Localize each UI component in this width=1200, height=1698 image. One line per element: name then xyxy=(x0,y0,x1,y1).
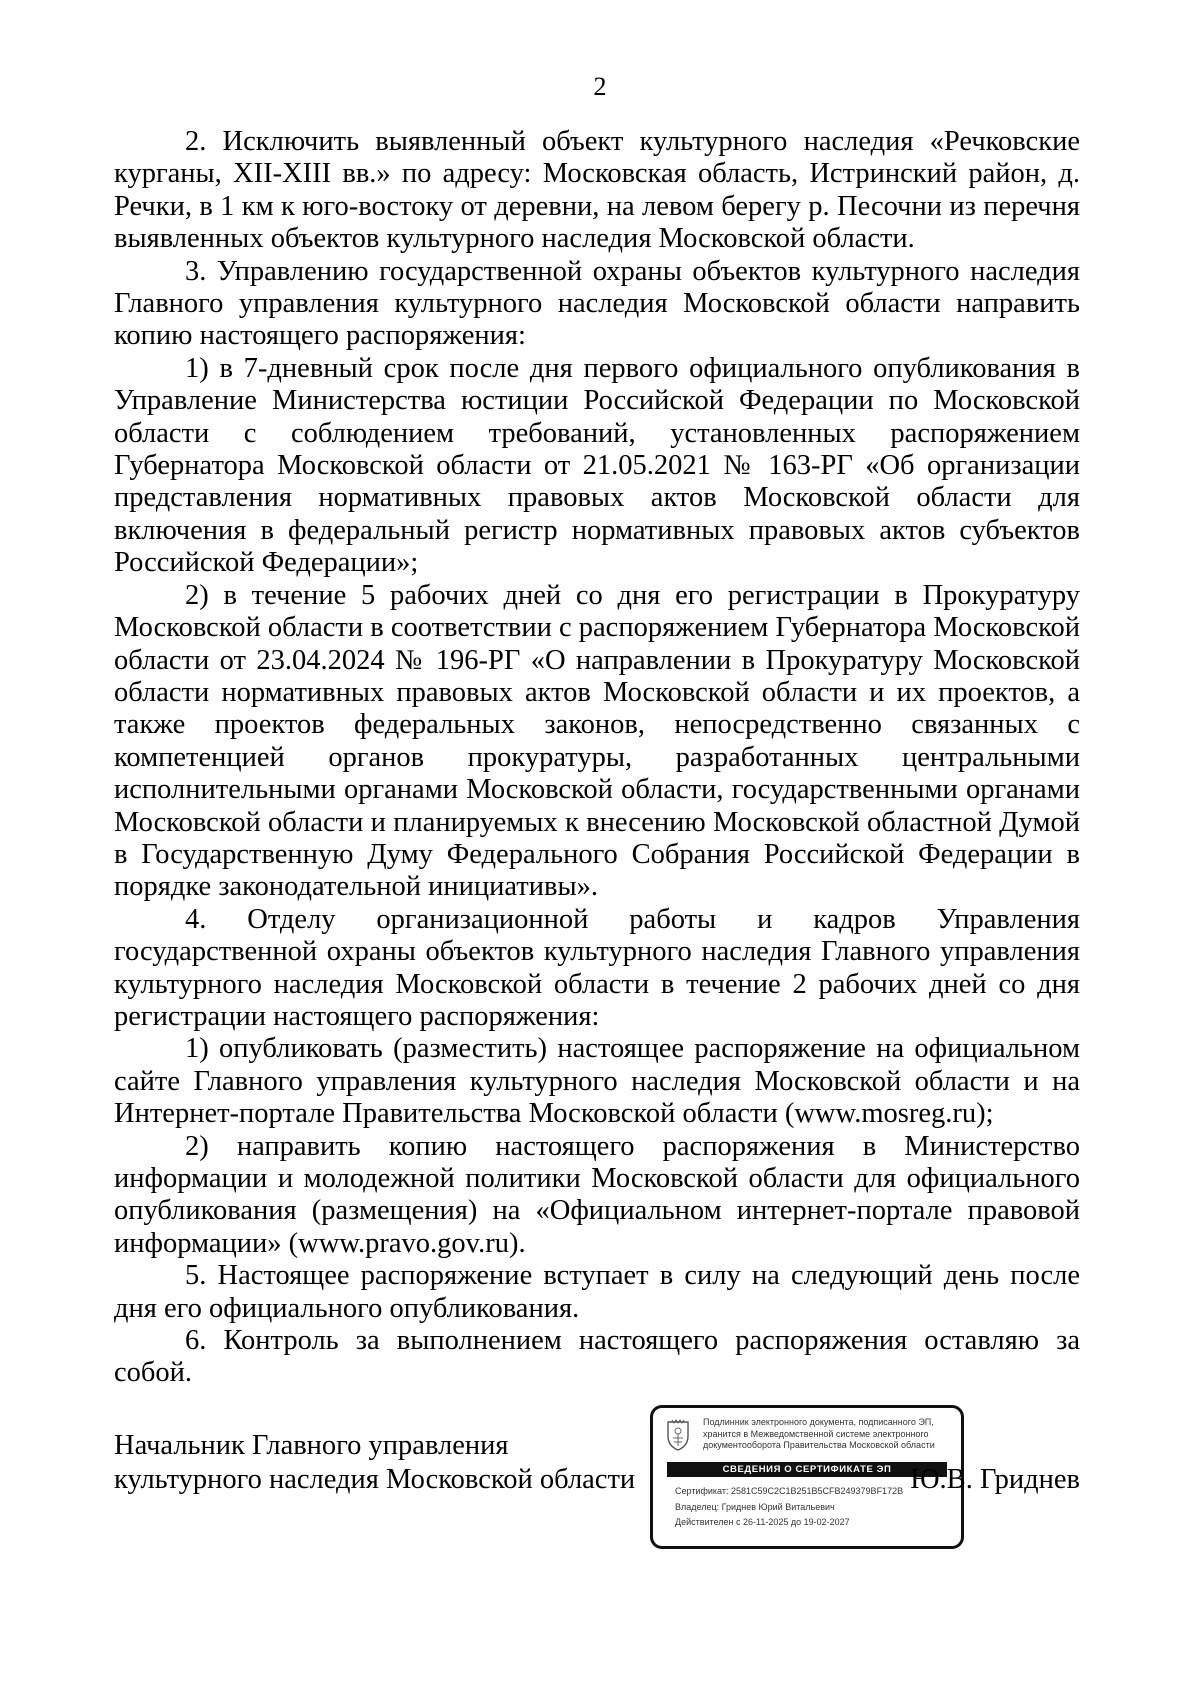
signer-title-line-2: культурного наследия Московской области xyxy=(114,1464,636,1495)
page-number: 2 xyxy=(593,72,607,101)
stamp-notice-line-3: документооборота Правительства Московской области xyxy=(703,1440,935,1450)
signature-block xyxy=(114,1405,1080,1555)
paragraph-item-6: 6. Контроль за выполнением настоящего распоряжения оставляю за собой. xyxy=(114,1325,1080,1389)
coat-of-arms-icon xyxy=(665,1418,691,1452)
paragraph-item-5: 5. Настоящее распоряжение вступает в силу на следующий день после дня его официального опубликования. xyxy=(114,1260,1080,1324)
paragraph-item-3-2: 2) в течение 5 рабочих дней со дня его регистрации в Прокуратуру Московской области в соответствии с распоряжением Губернатора Московской области от 23.04.2024 № 196-РГ «О направлении в Прокуратуру Московской области нормативных правовых актов Московской области и их проектов, а также проектов федеральных законов, непосредственно связанных с компетенцией органов прокуратуры, разработанных центральными исполнительными органами Московской области, государственными органами Московской области и планируемых к внесению Московской областной Думой в Государственную Думу Федерального Собрания Российской Федерации в порядке законодательной инициативы». xyxy=(114,579,1080,903)
paragraph-item-3-1: 1) в 7-дневный срок после дня первого официального опубликования в Управление Министерства юстиции Российской Федерации по Московской области с соблюдением требований, установленных распоряжением Губернатора Московской области от 21.05.2021 № 163-РГ «Об организации представления нормативных правовых актов Московской области для включения в федеральный регистр нормативных правовых актов субъектов Российской Федерации»; xyxy=(114,352,1080,579)
stamp-notice-line-1: Подлинник электронного документа, подписанного ЭП, xyxy=(703,1417,934,1427)
document-body xyxy=(114,126,1080,1390)
paragraph-item-4-1: 1) опубликовать (разместить) настоящее распоряжение на официальном сайте Главного управления культурного наследия Московской области и на Интернет-портале Правительства Московской области (www.mosreg.ru); xyxy=(114,1033,1080,1130)
paragraph-item-3: 3. Управлению государственной охраны объектов культурного наследия Главного управления культурного наследия Московской области направить копию настоящего распоряжения: xyxy=(114,255,1080,352)
signer-title-line-1: Начальник Главного управления xyxy=(114,1430,509,1461)
certificate-number: Сертификат: 2581C59C2C1B251B5CFB249379BF172B xyxy=(675,1486,904,1496)
paragraph-item-4-2: 2) направить копию настоящего распоряжения в Министерство информации и молодежной политики Московской области для официального опубликования (размещения) на «Официальном интернет-портале правовой информации» (www.pravo.gov.ru). xyxy=(114,1130,1080,1259)
paragraph-item-2: 2. Исключить выявленный объект культурного наследия «Речковские курганы, XII-XIII вв.» по адресу: Московская область, Истринский район, д. Речки, в 1 км к юго-востоку от деревни, на левом берегу р. Песочни из перечня выявленных объектов культурного наследия Московской области. xyxy=(114,126,1080,255)
signer-title xyxy=(114,1429,635,1497)
stamp-notice xyxy=(703,1417,959,1452)
certificate-owner: Владелец: Гриднев Юрий Витальевич xyxy=(675,1501,835,1512)
signer-name: Ю.В. Гриднев xyxy=(910,1464,1080,1495)
certificate-validity: Действителен с 26-11-2025 до 19-02-2027 xyxy=(675,1517,850,1527)
paragraph-item-4: 4. Отделу организационной работы и кадров Управления государственной охраны объектов культурного наследия Главного управления культурного наследия Московской области в течение 2 рабочих дней со дня регистрации настоящего распоряжения: xyxy=(114,903,1080,1032)
stamp-notice-line-2: хранится в Межведомственной системе электронного xyxy=(703,1428,929,1439)
stamp-header: СВЕДЕНИЯ О СЕРТИФИКАТЕ ЭП xyxy=(667,1462,947,1477)
